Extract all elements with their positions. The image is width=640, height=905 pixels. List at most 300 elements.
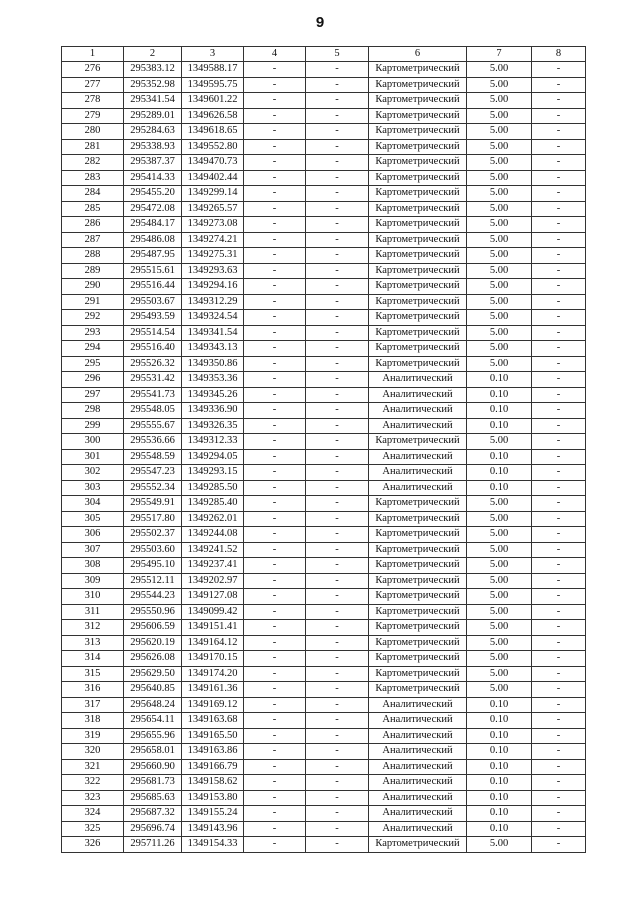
table-cell: 1349275.31 xyxy=(182,248,244,264)
table-cell: 295648.24 xyxy=(124,697,182,713)
table-cell: 295289.01 xyxy=(124,108,182,124)
table-cell: 295338.93 xyxy=(124,139,182,155)
column-header: 8 xyxy=(532,47,586,62)
table-cell: - xyxy=(244,604,306,620)
table-cell: - xyxy=(532,403,586,419)
table-cell: 323 xyxy=(62,790,124,806)
table-cell: - xyxy=(306,418,369,434)
table-cell: 295640.85 xyxy=(124,682,182,698)
table-cell: - xyxy=(244,837,306,853)
table-cell: - xyxy=(306,666,369,682)
table-cell: 295626.08 xyxy=(124,651,182,667)
table-cell: - xyxy=(244,186,306,202)
table-cell: Картометрический xyxy=(369,124,467,140)
table-cell: - xyxy=(532,744,586,760)
table-cell: - xyxy=(532,387,586,403)
table-cell: 0.10 xyxy=(467,372,532,388)
table-cell: Картометрический xyxy=(369,232,467,248)
table-cell: 311 xyxy=(62,604,124,620)
table-row xyxy=(62,77,586,93)
table-cell: 316 xyxy=(62,682,124,698)
table-cell: - xyxy=(306,604,369,620)
table-cell: 5.00 xyxy=(467,248,532,264)
table-row xyxy=(62,62,586,78)
table-cell: 291 xyxy=(62,294,124,310)
table-cell: - xyxy=(244,790,306,806)
table-row xyxy=(62,728,586,744)
table-cell: - xyxy=(306,682,369,698)
table-row xyxy=(62,511,586,527)
table-cell: - xyxy=(532,248,586,264)
table-cell: 5.00 xyxy=(467,573,532,589)
table-cell: - xyxy=(306,139,369,155)
table-cell: 295486.08 xyxy=(124,232,182,248)
table-cell: - xyxy=(244,263,306,279)
table-cell: 5.00 xyxy=(467,232,532,248)
table-cell: 0.10 xyxy=(467,418,532,434)
table-cell: 5.00 xyxy=(467,837,532,853)
table-cell: - xyxy=(532,480,586,496)
table-cell: 295516.40 xyxy=(124,341,182,357)
table-cell: - xyxy=(532,325,586,341)
table-cell: 1349143.96 xyxy=(182,821,244,837)
table-cell: 0.10 xyxy=(467,821,532,837)
table-cell: - xyxy=(306,170,369,186)
table-cell: - xyxy=(244,558,306,574)
table-cell: Аналитический xyxy=(369,775,467,791)
table-cell: 0.10 xyxy=(467,806,532,822)
table-cell: 290 xyxy=(62,279,124,295)
table-cell: 295414.33 xyxy=(124,170,182,186)
table-cell: 1349285.50 xyxy=(182,480,244,496)
table-cell: 301 xyxy=(62,449,124,465)
table-cell: 295352.98 xyxy=(124,77,182,93)
table-cell: - xyxy=(306,651,369,667)
table-cell: 296 xyxy=(62,372,124,388)
table-cell: 295544.23 xyxy=(124,589,182,605)
table-cell: Картометрический xyxy=(369,263,467,279)
table-cell: 285 xyxy=(62,201,124,217)
table-cell: - xyxy=(244,589,306,605)
table-cell: - xyxy=(532,201,586,217)
table-cell: 5.00 xyxy=(467,356,532,372)
table-cell: 1349595.75 xyxy=(182,77,244,93)
table-cell: 1349345.26 xyxy=(182,387,244,403)
table-row xyxy=(62,821,586,837)
table-cell: 5.00 xyxy=(467,496,532,512)
table-cell: - xyxy=(244,387,306,403)
table-cell: - xyxy=(244,635,306,651)
table-cell: 325 xyxy=(62,821,124,837)
table-cell: 1349402.44 xyxy=(182,170,244,186)
table-cell: - xyxy=(532,542,586,558)
table-cell: - xyxy=(244,310,306,326)
table-cell: 1349324.54 xyxy=(182,310,244,326)
table-cell: - xyxy=(306,527,369,543)
table-cell: 305 xyxy=(62,511,124,527)
table-row xyxy=(62,217,586,233)
table-cell: - xyxy=(244,744,306,760)
table-cell: 295493.59 xyxy=(124,310,182,326)
table-row xyxy=(62,186,586,202)
table-cell: 1349299.14 xyxy=(182,186,244,202)
table-cell: 0.10 xyxy=(467,775,532,791)
table-cell: - xyxy=(306,728,369,744)
table-cell: 295547.23 xyxy=(124,465,182,481)
table-cell: - xyxy=(532,124,586,140)
table-cell: Картометрический xyxy=(369,248,467,264)
table-cell: 1349166.79 xyxy=(182,759,244,775)
table-row xyxy=(62,790,586,806)
table-cell: 295552.34 xyxy=(124,480,182,496)
table-cell: 319 xyxy=(62,728,124,744)
table-cell: - xyxy=(244,217,306,233)
table-cell: 5.00 xyxy=(467,434,532,450)
table-cell: 1349158.62 xyxy=(182,775,244,791)
table-cell: 1349285.40 xyxy=(182,496,244,512)
table-cell: Картометрический xyxy=(369,589,467,605)
table-cell: - xyxy=(306,449,369,465)
table-cell: Картометрический xyxy=(369,186,467,202)
table-cell: 295517.80 xyxy=(124,511,182,527)
table-cell: Картометрический xyxy=(369,139,467,155)
table-cell: 295484.17 xyxy=(124,217,182,233)
table-row xyxy=(62,418,586,434)
table-cell: Картометрический xyxy=(369,558,467,574)
table-cell: 1349265.57 xyxy=(182,201,244,217)
table-row xyxy=(62,666,586,682)
table-cell: 318 xyxy=(62,713,124,729)
table-cell: 295548.05 xyxy=(124,403,182,419)
table-cell: - xyxy=(306,201,369,217)
table-cell: 1349244.08 xyxy=(182,527,244,543)
table-cell: Картометрический xyxy=(369,62,467,78)
table-cell: - xyxy=(306,341,369,357)
table-row xyxy=(62,651,586,667)
table-cell: 1349343.13 xyxy=(182,341,244,357)
table-cell: - xyxy=(306,790,369,806)
page-number: 9 xyxy=(315,14,325,31)
table-cell: 295629.50 xyxy=(124,666,182,682)
table-cell: - xyxy=(244,527,306,543)
table-cell: - xyxy=(306,806,369,822)
table-cell: - xyxy=(532,620,586,636)
table-cell: - xyxy=(306,294,369,310)
table-cell: 303 xyxy=(62,480,124,496)
column-header: 6 xyxy=(369,47,467,62)
table-cell: 0.10 xyxy=(467,744,532,760)
table-cell: 5.00 xyxy=(467,139,532,155)
table-cell: 5.00 xyxy=(467,170,532,186)
table-cell: - xyxy=(306,573,369,589)
table-cell: 295472.08 xyxy=(124,201,182,217)
column-header: 5 xyxy=(306,47,369,62)
table-cell: - xyxy=(532,465,586,481)
table-cell: 295654.11 xyxy=(124,713,182,729)
table-cell: 5.00 xyxy=(467,666,532,682)
table-cell: - xyxy=(306,713,369,729)
table-cell: - xyxy=(532,573,586,589)
table-cell: 295526.32 xyxy=(124,356,182,372)
table-cell: 295606.59 xyxy=(124,620,182,636)
table-cell: 1349312.29 xyxy=(182,294,244,310)
table-cell: 295660.90 xyxy=(124,759,182,775)
table-cell: - xyxy=(306,356,369,372)
table-row xyxy=(62,356,586,372)
table-cell: 1349155.24 xyxy=(182,806,244,822)
table-cell: 1349099.42 xyxy=(182,604,244,620)
table-cell: 295516.44 xyxy=(124,279,182,295)
table-cell: - xyxy=(532,589,586,605)
column-header: 3 xyxy=(182,47,244,62)
table-cell: - xyxy=(306,325,369,341)
table-cell: 1349165.50 xyxy=(182,728,244,744)
table-row xyxy=(62,341,586,357)
table-cell: 5.00 xyxy=(467,651,532,667)
table-cell: 1349350.86 xyxy=(182,356,244,372)
table-cell: 5.00 xyxy=(467,108,532,124)
table-cell: 1349353.36 xyxy=(182,372,244,388)
table-cell: 5.00 xyxy=(467,62,532,78)
table-cell: 0.10 xyxy=(467,480,532,496)
table-cell: Аналитический xyxy=(369,403,467,419)
table-cell: - xyxy=(532,155,586,171)
table-cell: 5.00 xyxy=(467,589,532,605)
table-cell: - xyxy=(244,403,306,419)
table-cell: Картометрический xyxy=(369,604,467,620)
table-cell: - xyxy=(306,387,369,403)
table-cell: - xyxy=(306,635,369,651)
table-cell: - xyxy=(532,759,586,775)
table-cell: Картометрический xyxy=(369,527,467,543)
table-cell: 5.00 xyxy=(467,294,532,310)
table-cell: - xyxy=(532,527,586,543)
table-cell: 295549.91 xyxy=(124,496,182,512)
table-cell: - xyxy=(244,341,306,357)
table-cell: - xyxy=(244,232,306,248)
table-cell: Картометрический xyxy=(369,434,467,450)
table-cell: 295711.26 xyxy=(124,837,182,853)
table-cell: 312 xyxy=(62,620,124,636)
table-cell: Картометрический xyxy=(369,170,467,186)
table-cell: - xyxy=(244,155,306,171)
table-cell: - xyxy=(244,728,306,744)
table-cell: 295487.95 xyxy=(124,248,182,264)
table-cell: 295515.61 xyxy=(124,263,182,279)
table-cell: 292 xyxy=(62,310,124,326)
table-cell: - xyxy=(532,558,586,574)
table-cell: Картометрический xyxy=(369,155,467,171)
table-cell: 1349626.58 xyxy=(182,108,244,124)
table-cell: Аналитический xyxy=(369,728,467,744)
table-cell: 1349326.35 xyxy=(182,418,244,434)
table-cell: Картометрический xyxy=(369,682,467,698)
table-cell: - xyxy=(532,77,586,93)
table-row xyxy=(62,387,586,403)
table-cell: 1349601.22 xyxy=(182,93,244,109)
table-cell: - xyxy=(532,682,586,698)
table-cell: - xyxy=(532,62,586,78)
table-cell: 279 xyxy=(62,108,124,124)
table-cell: 280 xyxy=(62,124,124,140)
table-cell: - xyxy=(532,666,586,682)
table-row xyxy=(62,837,586,853)
table-cell: - xyxy=(306,434,369,450)
table-cell: 295531.42 xyxy=(124,372,182,388)
column-header: 4 xyxy=(244,47,306,62)
table-cell: 295681.73 xyxy=(124,775,182,791)
table-cell: - xyxy=(532,511,586,527)
table-row xyxy=(62,263,586,279)
table-cell: 295503.67 xyxy=(124,294,182,310)
table-cell: 295455.20 xyxy=(124,186,182,202)
table-row xyxy=(62,604,586,620)
table-cell: 307 xyxy=(62,542,124,558)
table-cell: 284 xyxy=(62,186,124,202)
table-cell: - xyxy=(532,651,586,667)
table-cell: - xyxy=(244,139,306,155)
table-cell: - xyxy=(532,310,586,326)
table-cell: Картометрический xyxy=(369,356,467,372)
table-cell: - xyxy=(244,93,306,109)
table-cell: Картометрический xyxy=(369,651,467,667)
table-row xyxy=(62,527,586,543)
table-cell: Картометрический xyxy=(369,496,467,512)
table-cell: Картометрический xyxy=(369,837,467,853)
table-row xyxy=(62,403,586,419)
table-cell: - xyxy=(244,279,306,295)
table-cell: 300 xyxy=(62,434,124,450)
table-cell: - xyxy=(306,279,369,295)
table-cell: 5.00 xyxy=(467,635,532,651)
table-cell: - xyxy=(244,465,306,481)
table-cell: 295383.12 xyxy=(124,62,182,78)
table-cell: - xyxy=(306,821,369,837)
table-cell: - xyxy=(244,201,306,217)
table-cell: Аналитический xyxy=(369,744,467,760)
table-cell: Картометрический xyxy=(369,108,467,124)
table-cell: Аналитический xyxy=(369,821,467,837)
table-row xyxy=(62,279,586,295)
table-cell: - xyxy=(244,775,306,791)
table-cell: 0.10 xyxy=(467,728,532,744)
table-cell: Картометрический xyxy=(369,310,467,326)
table-cell: 5.00 xyxy=(467,682,532,698)
table-cell: Картометрический xyxy=(369,573,467,589)
table-cell: 1349151.41 xyxy=(182,620,244,636)
table-cell: 1349293.15 xyxy=(182,465,244,481)
table-row xyxy=(62,170,586,186)
table-row xyxy=(62,155,586,171)
table-cell: 1349161.36 xyxy=(182,682,244,698)
table-cell: 309 xyxy=(62,573,124,589)
table-row xyxy=(62,697,586,713)
header-row xyxy=(62,47,586,62)
table-cell: 5.00 xyxy=(467,511,532,527)
table-cell: 5.00 xyxy=(467,279,532,295)
table-cell: 317 xyxy=(62,697,124,713)
table-cell: 1349127.08 xyxy=(182,589,244,605)
table-cell: Картометрический xyxy=(369,217,467,233)
table-cell: Картометрический xyxy=(369,93,467,109)
table-cell: 295685.63 xyxy=(124,790,182,806)
table-cell: 1349312.33 xyxy=(182,434,244,450)
table-cell: Картометрический xyxy=(369,201,467,217)
table-cell: - xyxy=(532,496,586,512)
table-cell: 295655.96 xyxy=(124,728,182,744)
table-cell: 295 xyxy=(62,356,124,372)
table-cell: 0.10 xyxy=(467,713,532,729)
table-cell: 295555.67 xyxy=(124,418,182,434)
table-row xyxy=(62,201,586,217)
table-cell: 295687.32 xyxy=(124,806,182,822)
table-cell: 287 xyxy=(62,232,124,248)
table-cell: 295514.54 xyxy=(124,325,182,341)
table-cell: - xyxy=(532,806,586,822)
table-cell: Картометрический xyxy=(369,279,467,295)
table-cell: - xyxy=(532,434,586,450)
table-cell: 0.10 xyxy=(467,449,532,465)
table-row xyxy=(62,589,586,605)
table-cell: - xyxy=(306,589,369,605)
table-cell: - xyxy=(244,434,306,450)
table-cell: 283 xyxy=(62,170,124,186)
table-cell: 5.00 xyxy=(467,620,532,636)
table-cell: 286 xyxy=(62,217,124,233)
table-cell: 295503.60 xyxy=(124,542,182,558)
table-cell: 1349174.20 xyxy=(182,666,244,682)
table-cell: 5.00 xyxy=(467,217,532,233)
table-cell: 306 xyxy=(62,527,124,543)
table-row xyxy=(62,108,586,124)
table-cell: 278 xyxy=(62,93,124,109)
table-cell: 1349273.08 xyxy=(182,217,244,233)
table-cell: - xyxy=(244,449,306,465)
table-cell: 5.00 xyxy=(467,604,532,620)
table-cell: 5.00 xyxy=(467,263,532,279)
table-row xyxy=(62,775,586,791)
table-cell: Картометрический xyxy=(369,635,467,651)
table-cell: - xyxy=(306,496,369,512)
table-cell: - xyxy=(532,790,586,806)
table-cell: Аналитический xyxy=(369,790,467,806)
table-cell: - xyxy=(306,62,369,78)
table-cell: 295502.37 xyxy=(124,527,182,543)
table-cell: 1349163.86 xyxy=(182,744,244,760)
table-cell: 288 xyxy=(62,248,124,264)
table-row xyxy=(62,434,586,450)
table-cell: 0.10 xyxy=(467,697,532,713)
table-row xyxy=(62,806,586,822)
table-cell: - xyxy=(532,821,586,837)
table-cell: - xyxy=(244,713,306,729)
table-cell: - xyxy=(306,232,369,248)
table-row xyxy=(62,759,586,775)
table-cell: - xyxy=(306,837,369,853)
table-cell: 5.00 xyxy=(467,93,532,109)
table-row xyxy=(62,139,586,155)
table-cell: Картометрический xyxy=(369,325,467,341)
table-cell: - xyxy=(532,341,586,357)
coordinates-table xyxy=(61,46,586,853)
table-cell: - xyxy=(244,480,306,496)
table-cell: - xyxy=(532,372,586,388)
table-cell: 310 xyxy=(62,589,124,605)
table-cell: Аналитический xyxy=(369,387,467,403)
table-cell: 295341.54 xyxy=(124,93,182,109)
table-cell: 5.00 xyxy=(467,527,532,543)
column-header: 1 xyxy=(62,47,124,62)
